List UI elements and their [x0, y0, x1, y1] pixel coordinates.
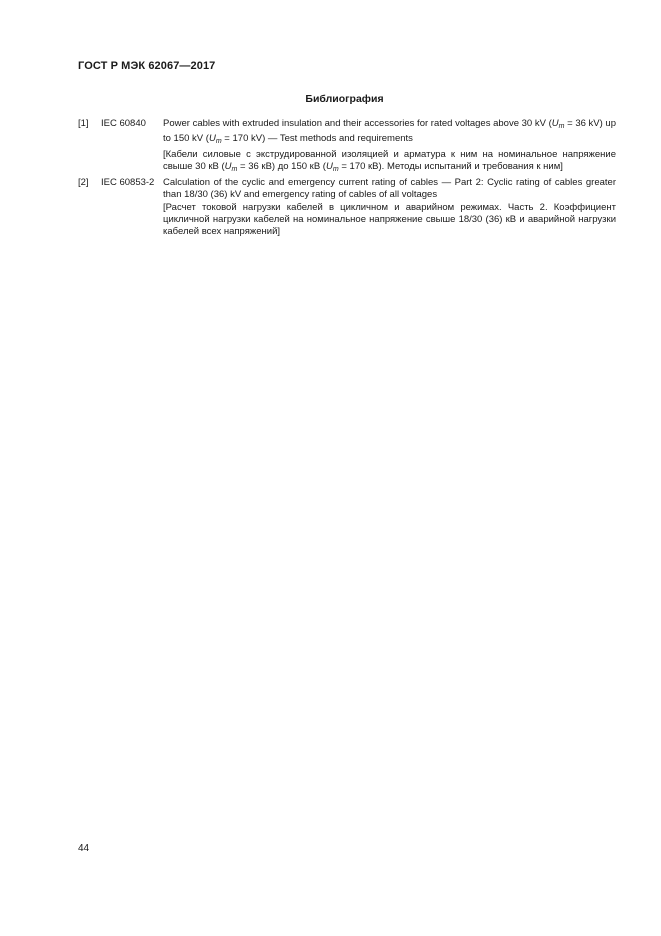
- entry-standard-code: IEC 60853-2: [101, 177, 155, 189]
- document-header: [78, 60, 215, 72]
- section-title-text: Библиография: [305, 93, 384, 105]
- entry-number: [1]: [78, 118, 89, 129]
- bibliography-list: [78, 118, 616, 240]
- entry-standard-code: IEC 60840: [101, 118, 146, 129]
- entry-english-title: Power cables with extruded insulation and their accessories for rated voltages above 30 kV ($U_m = 36$ kV) up to 150 kV ($U_m = 170$ kV) — Test methods and requirements: [163, 118, 617, 146]
- entry-english-title: Calculation of the cyclic and emergency current rating of cables — Part 2: Cyclic rating of cables greater than 18/30 (36) kV and emergency rating of cables of all voltages: [163, 177, 616, 201]
- entry-russian-title: [Кабели силовые с экструдированной изоляцией и арматура к ним на номинальное напряжение свыше 30 кВ ($U_m = 36$ кВ) до 150 кВ ($U_m = 170$ кВ). Методы испытаний и требования к ним]: [163, 148, 616, 173]
- page-number: 44: [78, 843, 90, 854]
- entry-text: [163, 177, 616, 238]
- bibliography-entry: [78, 177, 616, 238]
- entry-russian-title: [Расчет токовой нагрузки кабелей в цикличном и аварийном режимах. Часть 2. Коэффициент цикличной нагрузки кабелей на номинальное напряжение свыше 18/30 (36) кВ и аварийной нагрузки кабелей всех напряжений]: [163, 201, 616, 238]
- entry-number: [2]: [78, 177, 89, 189]
- standard-code: ГОСТ Р МЭК 62067—2017: [78, 60, 216, 72]
- bibliography-entry: [78, 118, 616, 176]
- entry-text: [163, 118, 616, 176]
- section-title: [0, 93, 661, 105]
